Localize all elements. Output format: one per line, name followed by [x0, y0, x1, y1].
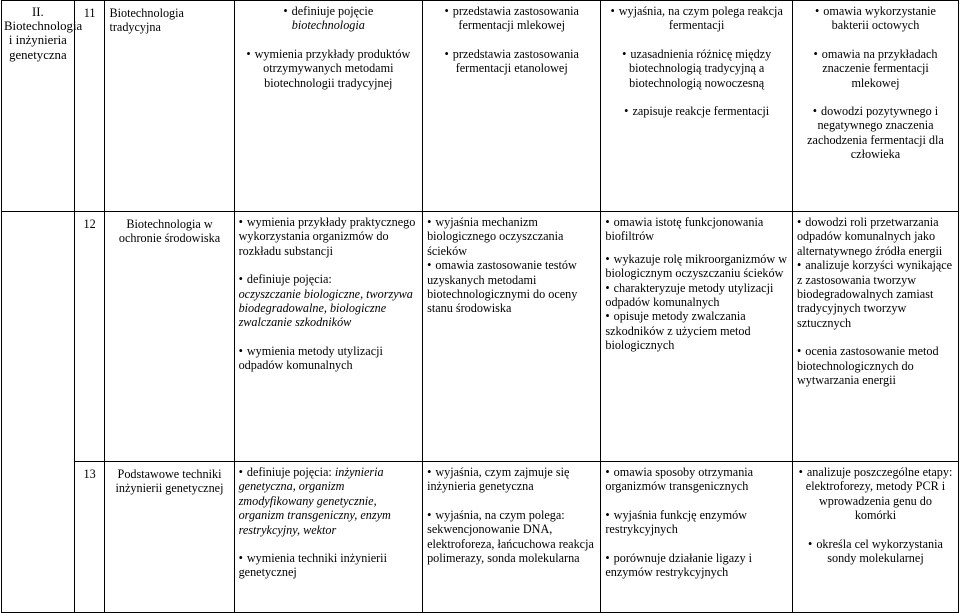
table-row — [2, 212, 959, 462]
requirements-excellent — [792, 212, 958, 462]
list-item: • dowodzi pozytywnego i negatywnego znaczenia zachodzenia fermentacji dla człowieka — [797, 104, 954, 162]
section-spacer — [2, 212, 75, 462]
requirements-advanced — [601, 212, 793, 462]
curriculum-table — [1, 0, 959, 613]
list-item: • charakteryzuje metody utylizacji odpadów komunalnych — [605, 281, 788, 310]
list-item: • analizuje korzyści wynikające z zastosowania tworzyw biodegradowalnych zamiast tradycyjnych tworzyw sztucznych — [797, 258, 954, 330]
requirements-basic — [234, 462, 423, 613]
lesson-topic: Biotechnologia tradycyjna — [105, 1, 234, 212]
list-item: • wykazuje rolę mikroorganizmów w biologicznym oczyszczaniu ścieków — [605, 252, 788, 281]
list-item: • definiuje pojęcie biotechnologia — [239, 4, 419, 33]
requirements-extended — [423, 212, 601, 462]
list-item: • zapisuje reakcje fermentacji — [605, 104, 788, 118]
list-item: • wyjaśnia funkcję enzymów restrykcyjnych — [605, 508, 788, 537]
table-row — [2, 462, 959, 613]
lesson-number: 13 — [74, 462, 105, 613]
requirements-excellent — [792, 462, 958, 613]
list-item: • przedstawia zastosowania fermentacji mlekowej — [427, 4, 596, 33]
list-item: • wymienia przykłady praktycznego wykorzystania organizmów do rozkładu substancji — [239, 215, 419, 258]
requirements-excellent — [792, 1, 958, 212]
list-item: • wyjaśnia mechanizm biologicznego oczyszczania ścieków — [427, 215, 596, 258]
section-label: II. Biotechnologia i inżynieria genetyczna — [2, 1, 75, 212]
list-item: • opisuje metody zwalczania szkodników z użyciem metod biologicznych — [605, 309, 788, 352]
list-item: • omawia sposoby otrzymania organizmów transgenicznych — [605, 465, 788, 494]
list-item: • wymienia metody utylizacji odpadów komunalnych — [239, 344, 419, 373]
list-item: • omawia zastosowanie testów uzyskanych metodami biotechnologicznymi do oceny stanu środowiska — [427, 258, 596, 316]
requirements-advanced — [601, 462, 793, 613]
list-item: • wyjaśnia, na czym polega reakcja fermentacji — [605, 4, 788, 33]
list-item: • wymienia techniki inżynierii genetycznej — [239, 551, 419, 580]
list-item: • wymienia przykłady produktów otrzymywanych metodami biotechnologii tradycyjnej — [239, 47, 419, 90]
list-item: • porównuje działanie ligazy i enzymów restrykcyjnych — [605, 551, 788, 580]
requirements-extended — [423, 462, 601, 613]
list-item: • przedstawia zastosowania fermentacji etanolowej — [427, 47, 596, 76]
lesson-topic: Podstawowe techniki inżynierii genetycznej — [105, 462, 234, 613]
list-item: • omawia wykorzystanie bakterii octowych — [797, 4, 954, 33]
requirements-advanced — [601, 1, 793, 212]
list-item: • ocenia zastosowanie metod biotechnologicznych do wytwarzania energii — [797, 344, 954, 387]
list-item: • analizuje poszczególne etapy: elektroforezy, metody PCR i wprowadzenia genu do komórki — [797, 465, 954, 523]
lesson-topic: Biotechnologia w ochronie środowiska — [105, 212, 234, 462]
requirements-basic — [234, 1, 423, 212]
requirements-extended — [423, 1, 601, 212]
list-item: • omawia istotę funkcjonowania biofiltrów — [605, 215, 788, 244]
lesson-number: 12 — [74, 212, 105, 462]
list-item: • dowodzi roli przetwarzania odpadów komunalnych jako alternatywnego źródła energii — [797, 215, 954, 258]
list-item: • określa cel wykorzystania sondy molekularnej — [797, 537, 954, 566]
lesson-number: 11 — [74, 1, 105, 212]
list-item: • uzasadnienia różnicę między biotechnologią tradycyjną a biotechnologią nowoczesną — [605, 47, 788, 90]
table-row — [2, 1, 959, 212]
requirements-basic — [234, 212, 423, 462]
list-item: • definiuje pojęcia: inżynieria genetyczna, organizm zmodyfikowany genetycznie, organizm transgeniczny, enzym restrykcyjny, wektor — [239, 465, 419, 537]
list-item: • omawia na przykładach znaczenie fermentacji mlekowej — [797, 47, 954, 90]
list-item: • wyjaśnia, na czym polega: sekwencjonowanie DNA, elektroforeza, łańcuchowa reakcja polimerazy, sonda molekularna — [427, 508, 596, 566]
list-item: • definiuje pojęcia: oczyszczanie biologiczne, tworzywa biodegradowalne, biologiczne zwalczanie szkodników — [239, 272, 419, 330]
list-item: • wyjaśnia, czym zajmuje się inżynieria genetyczna — [427, 465, 596, 494]
section-spacer — [2, 462, 75, 613]
